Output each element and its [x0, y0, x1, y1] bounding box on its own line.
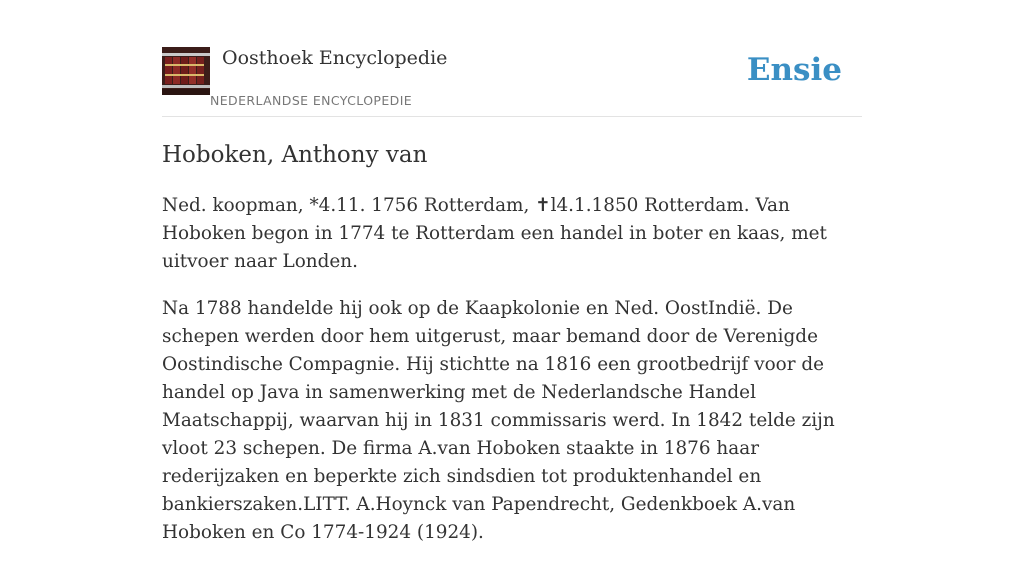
- ensie-logo[interactable]: Ensie: [746, 52, 842, 88]
- site-subtitle: NEDERLANDSE ENCYCLOPEDIE: [210, 93, 413, 108]
- encyclopedia-books-icon[interactable]: [162, 47, 210, 95]
- article-paragraph: Ned. koopman, *4.11. 1756 Rotterdam, ✝l4.1.1850 Rotterdam. Van Hoboken begon in 1774 te Rotterdam een handel in boter en kaas, met uitvoer naar Londen.: [162, 195, 827, 272]
- article-paragraph: Na 1788 handelde hij ook op de Kaapkolonie en Ned. OostIndië. De schepen werden door hem uitgerust, maar bemand door de Verenigde Oostindische Compagnie. Hij stichtte na 1816 een grootbedrijf voor de handel op Java in samenwerking met de Nederlandsche Handel Maatschappij, waarvan hij in 1831 commissaris werd. In 1842 telde zijn vloot 23 schepen. De firma A.van Hoboken staakte in 1876 haar rederijzaken en beperkte zich sindsdien tot produktenhandel en bankierszaken.LITT. A.Hoynck van Papendrecht, Gedenkboek A.van Hoboken en Co 1774-1924 (1924).: [162, 298, 835, 543]
- site-name[interactable]: Oosthoek Encyclopedie: [222, 47, 448, 69]
- site-header: [162, 0, 862, 117]
- article-title: Hoboken, Anthony van: [162, 142, 428, 168]
- article-body: [162, 192, 867, 566]
